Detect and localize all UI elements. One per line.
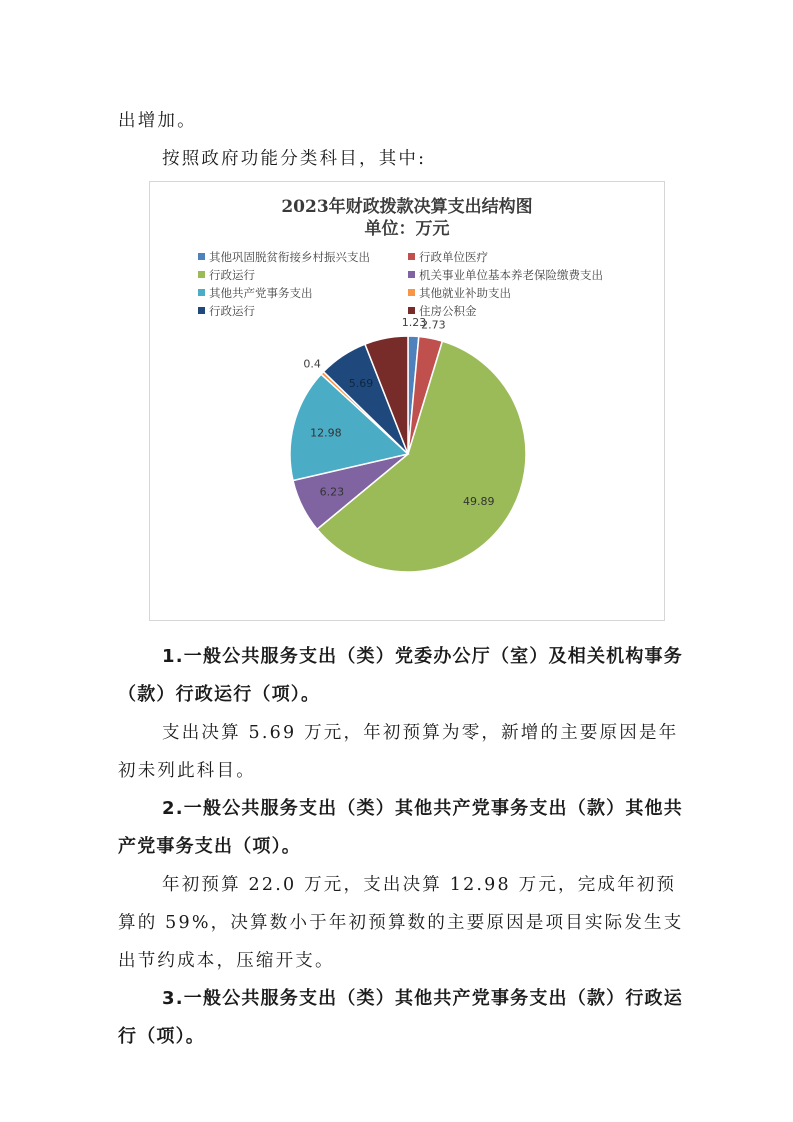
legend-label: 行政单位医疗	[419, 249, 488, 264]
slice-label: 5.69	[348, 377, 374, 391]
chart-subtitle: 单位：万元	[364, 219, 450, 239]
pie-plot	[150, 182, 664, 620]
section-heading-3: 3.一般公共服务支出（类）其他共产党事务支出（款）行政运行（项）。	[118, 988, 683, 1047]
paragraph-continuation: 出增加。	[118, 111, 197, 131]
legend-label: 行政运行	[209, 267, 255, 282]
legend-label: 机关事业单位基本养老保险缴费支出	[419, 267, 603, 282]
slice-label: 49.89	[462, 495, 495, 509]
slice-label: 2.73	[421, 318, 446, 332]
legend-label: 其他巩固脱贫衔接乡村振兴支出	[209, 249, 370, 264]
pie-chart	[149, 181, 665, 621]
legend-label: 其他共产党事务支出	[209, 285, 313, 300]
chart-title: 2023年财政拨款决算支出结构图	[281, 197, 533, 217]
legend-label: 行政运行	[209, 303, 255, 318]
slice-label: 12.98	[310, 426, 342, 440]
slice-label: 1.23	[401, 316, 427, 330]
section-heading-1: 1.一般公共服务支出（类）党委办公厅（室）及相关机构事务（款）行政运行（项）。	[118, 646, 683, 705]
slice-label: 6.23	[319, 485, 345, 499]
section-body-1: 支出决算 5.69 万元，年初预算为零，新增的主要原因是年初未列此科目。	[118, 723, 679, 781]
paragraph-intro: 按照政府功能分类科目，其中:	[162, 149, 427, 169]
section-heading-2: 2.一般公共服务支出（类）其他共产党事务支出（款）其他共产党事务支出（项）。	[118, 798, 683, 857]
section-body-2: 年初预算 22.0 万元，支出决算 12.98 万元，完成年初预算的 59%，决算数小于年初预算数的主要原因是项目实际发生支出节约成本，压缩开支。	[118, 875, 684, 971]
legend-label: 其他就业补助支出	[419, 285, 511, 300]
legend-label: 住房公积金	[419, 303, 477, 318]
slice-label: 0.4	[303, 357, 321, 371]
